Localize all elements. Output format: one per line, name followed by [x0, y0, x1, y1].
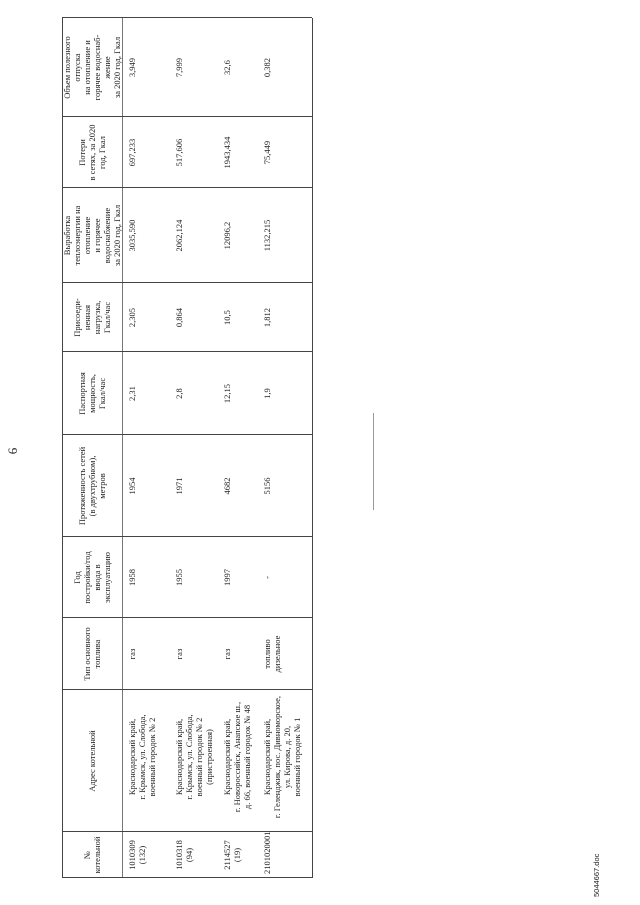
header-line: год, Гкал: [97, 136, 107, 169]
cell-load: 10,5: [222, 310, 232, 325]
cell-length: 4682: [222, 477, 232, 495]
col-line-0: [62, 877, 312, 878]
header-line: нагрузка,: [92, 300, 102, 335]
cell-supply: 32,6: [222, 60, 232, 75]
header-losses: [77, 119, 107, 186]
header-line: Год: [72, 571, 82, 584]
cell-address: [174, 690, 214, 824]
cell-line: военный городок № 1: [292, 717, 302, 797]
cell-capacity: 12,15: [222, 383, 232, 404]
separator-line: [373, 413, 374, 510]
cell-number: [262, 831, 272, 874]
cell-line: газ: [174, 648, 184, 660]
header-line: Присоеди-: [72, 298, 82, 337]
cell-line: д. 66, военный городок № 48: [242, 704, 252, 810]
header-number: [82, 834, 102, 876]
header-line: отопление: [82, 216, 92, 255]
cell-line: ул. Кирова, д. 20,: [282, 725, 292, 789]
cell-supply: 0,382: [262, 57, 272, 78]
header-line: (в двухтрубном),: [87, 455, 97, 517]
cell-line: военный городок № 2: [147, 717, 157, 797]
header-line: отпуска: [72, 53, 82, 82]
header-load: [72, 285, 112, 350]
cell-line: Краснодарский край,: [262, 718, 272, 796]
cell-load: 2,305: [127, 307, 137, 328]
col-line-1: [62, 831, 312, 832]
header-length: [77, 437, 107, 535]
cell-line: (94): [184, 847, 194, 863]
cell-fuel: [174, 622, 184, 686]
cell-line: Краснодарский край,: [127, 718, 137, 796]
table-border-bottom: [312, 18, 313, 878]
header-line: на отопление и: [82, 40, 92, 95]
col-line-4: [62, 536, 312, 537]
header-line: в сетях, за 2020: [87, 124, 97, 181]
col-line-6: [62, 351, 312, 352]
col-line-9: [62, 116, 312, 117]
cell-line: г. Новороссийск, Анапское ш.,: [232, 701, 242, 813]
cell-line: топливо: [262, 639, 272, 669]
header-divider: [122, 18, 123, 878]
header-line: Выработка: [62, 215, 72, 256]
header-supply: [62, 20, 122, 115]
cell-address: [222, 690, 252, 824]
header-line: водоснабжение: [102, 207, 112, 264]
cell-line: дизельное: [272, 635, 282, 673]
header-line: топлива: [92, 639, 102, 669]
header-line: и горячее: [92, 218, 102, 253]
header-line: Протяженность сетей: [77, 446, 87, 526]
header-line: Тип основного: [82, 627, 92, 681]
cell-load: 1,812: [262, 307, 272, 328]
cell-supply: 7,999: [174, 57, 184, 78]
header-line: котельной: [92, 836, 102, 874]
cell-generation: 2062,124: [174, 219, 184, 252]
cell-year: 1958: [127, 569, 137, 586]
cell-generation: 1132,215: [262, 219, 272, 252]
header-line: эксплуатацию: [102, 552, 112, 603]
header-line: Адрес котельной: [87, 730, 97, 792]
header-line: жение: [102, 56, 112, 79]
header-line: ввода в: [92, 564, 102, 591]
header-line: за 2020 год, Гкал: [112, 36, 122, 99]
cell-load: 0,864: [174, 307, 184, 328]
header-line: теплоэнергии на: [72, 205, 82, 266]
header-line: Гкал/час: [97, 377, 107, 410]
cell-losses: 517,606: [174, 138, 184, 167]
col-line-10: [62, 17, 312, 18]
header-address: [87, 692, 97, 830]
cell-line: (пристроенная): [204, 729, 214, 785]
header-line: метров: [97, 473, 107, 499]
header-capacity: [77, 354, 107, 433]
header-fuel: [82, 620, 102, 688]
cell-line: военный городок № 2: [194, 717, 204, 797]
header-line: Паспортная: [77, 372, 87, 415]
cell-line: г. Крымск, ул. Слобода,: [184, 714, 194, 800]
cell-losses: 75,449: [262, 140, 272, 165]
cell-losses: 697,233: [127, 138, 137, 167]
cell-year: 1955: [174, 569, 184, 586]
table-border-top: [62, 18, 63, 878]
cell-number: [127, 836, 147, 874]
cell-line: 1010318: [174, 840, 184, 870]
col-line-7: [62, 282, 312, 283]
cell-line: 2101020001: [262, 831, 272, 874]
header-line: №: [82, 850, 92, 860]
cell-losses: 1943,434: [222, 136, 232, 169]
cell-number: [174, 836, 194, 874]
header-year: [72, 539, 112, 616]
cell-line: газ: [222, 648, 232, 660]
cell-line: (19): [232, 847, 242, 863]
cell-year: -: [262, 576, 272, 579]
cell-fuel: [222, 622, 232, 686]
cell-supply: 3,949: [127, 57, 137, 78]
cell-address: [127, 690, 157, 824]
cell-address: [262, 690, 302, 824]
cell-fuel: [127, 622, 137, 686]
cell-generation: 12096,2: [222, 221, 232, 250]
cell-line: 1010309: [127, 840, 137, 870]
cell-generation: 3035,590: [127, 219, 137, 252]
cell-length: 1971: [174, 477, 184, 495]
header-line: постройки/год: [82, 551, 92, 604]
cell-length: 1954: [127, 477, 137, 495]
cell-line: 2114527: [222, 840, 232, 870]
page-number: 6: [5, 447, 20, 455]
cell-number: [222, 836, 242, 874]
cell-length: 5156: [262, 477, 272, 495]
header-line: Объем полезного: [62, 36, 72, 99]
cell-line: г. Геленджик, пос. Дивноморское,: [272, 695, 282, 819]
header-line: горячее водоснаб-: [92, 34, 102, 101]
cell-line: (132): [137, 845, 147, 865]
header-line: мощность,: [87, 374, 97, 413]
col-line-3: [62, 617, 312, 618]
cell-fuel: [262, 622, 282, 686]
cell-line: Краснодарский край,: [174, 718, 184, 796]
footer-filename: 5044667.doc: [592, 853, 601, 897]
cell-line: г. Крымск, ул. Слобода,: [137, 714, 147, 800]
col-line-5: [62, 434, 312, 435]
cell-line: Краснодарский край,: [222, 718, 232, 796]
cell-capacity: 2,8: [174, 388, 184, 399]
header-generation: [62, 190, 122, 281]
cell-capacity: 2,31: [127, 386, 137, 401]
cell-capacity: 1,9: [262, 388, 272, 399]
header-line: Потери: [77, 139, 87, 166]
cell-year: 1997: [222, 569, 232, 586]
cell-line: газ: [127, 648, 137, 660]
header-line: Гкал/час: [102, 301, 112, 334]
col-line-8: [62, 187, 312, 188]
header-line: ненная: [82, 304, 92, 331]
header-line: за 2020 год, Гкал: [112, 204, 122, 267]
